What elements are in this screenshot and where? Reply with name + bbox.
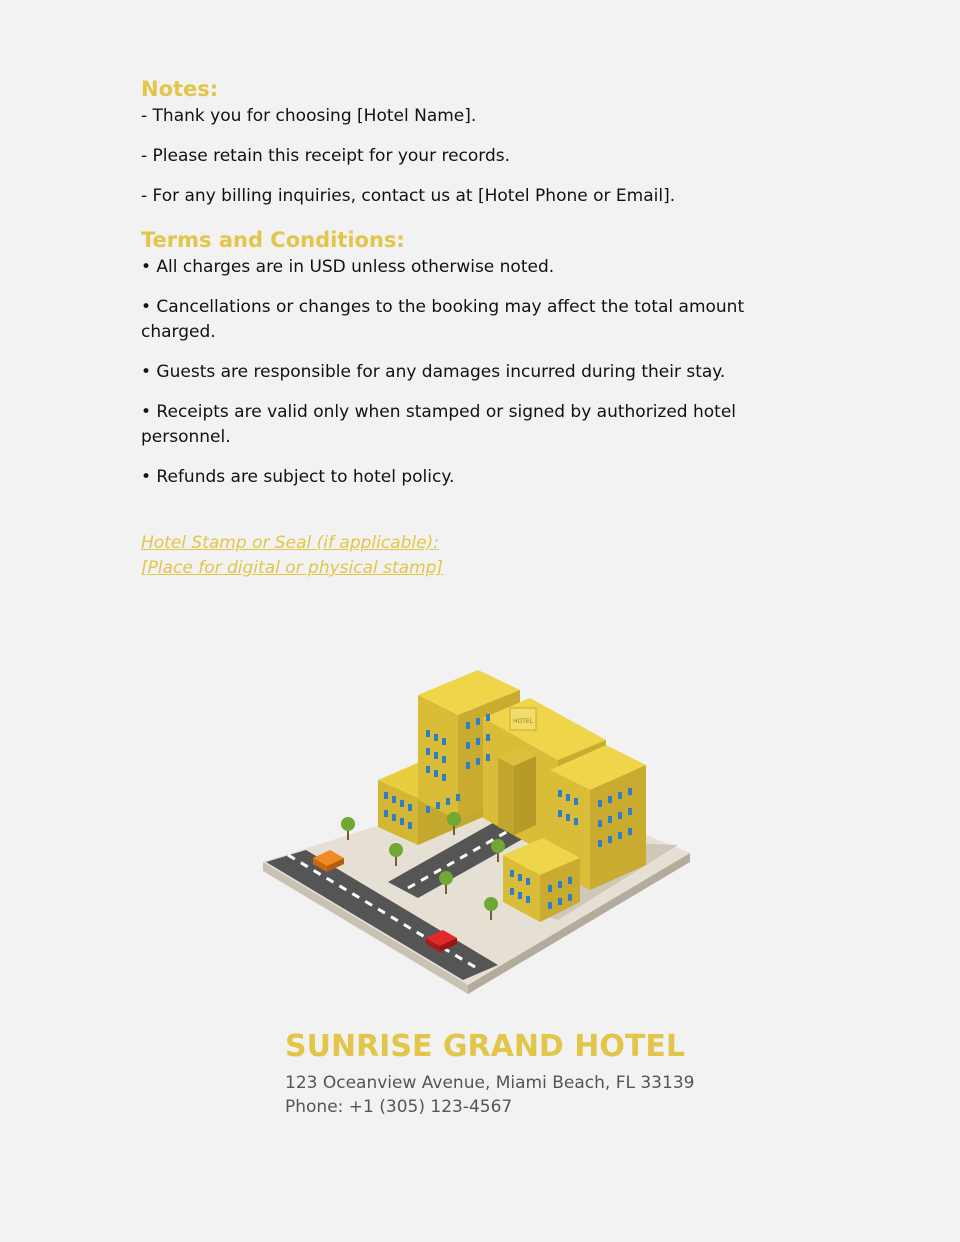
terms-item: • Receipts are valid only when stamped or signed by authorized hotel personnel. — [141, 402, 737, 447]
terms-item: • Refunds are subject to hotel policy. — [141, 467, 455, 487]
hotel-name: SUNRISE GRAND HOTEL — [285, 1029, 685, 1064]
hotel-illustration — [258, 640, 698, 1000]
receipt-footer-content — [141, 74, 781, 581]
notes-item: - Thank you for choosing [Hotel Name]. — [141, 106, 477, 126]
terms-item: • Guests are responsible for any damages incurred during their stay. — [141, 362, 726, 382]
stamp-placeholder: [Place for digital or physical stamp] — [141, 558, 444, 578]
hotel-address: 123 Oceanview Avenue, Miami Beach, FL 33139 — [285, 1073, 695, 1093]
hotel-sign-text: HOTEL — [512, 718, 534, 725]
hotel-phone: Phone: +1 (305) 123-4567 — [285, 1097, 513, 1117]
terms-item: • Cancellations or changes to the booking may affect the total amount charged. — [141, 297, 745, 342]
notes-heading: Notes: — [141, 77, 219, 101]
terms-heading: Terms and Conditions: — [141, 228, 405, 252]
notes-item: - For any billing inquiries, contact us at [Hotel Phone or Email]. — [141, 186, 676, 206]
stamp-area — [141, 531, 781, 581]
notes-item: - Please retain this receipt for your records. — [141, 146, 511, 166]
terms-item: • All charges are in USD unless otherwise noted. — [141, 257, 555, 277]
stamp-label: Hotel Stamp or Seal (if applicable): — [141, 533, 439, 553]
